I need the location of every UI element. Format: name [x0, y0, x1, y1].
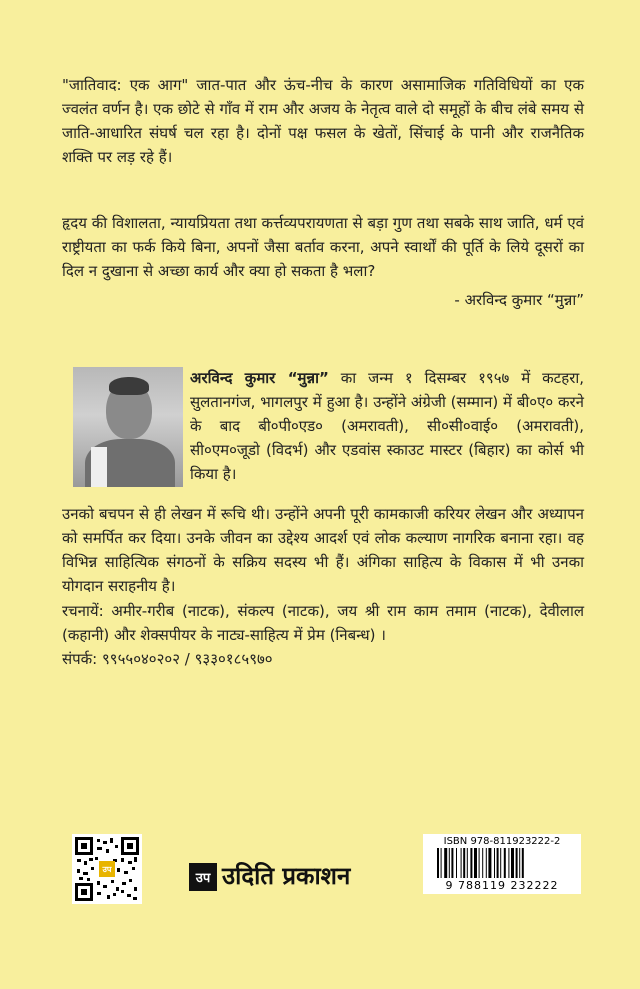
author-bio [190, 366, 584, 486]
author-name: अरविन्द कुमार “मुन्ना” [190, 369, 329, 387]
qr-code-icon [72, 834, 142, 904]
publisher-logo-icon: उप [189, 863, 217, 891]
isbn-digits: 9 788119 232222 [445, 879, 559, 892]
author-interests-paragraph: उनको बचपन से ही लेखन में रूचि थी। उन्होंने अपनी पूरी कामकाजी करियर लेखन और अध्यापन को समर्पित कर दिया। उनके जीवन का उद्देश्य आदर्श एवं लोक कल्याण नागरिक बनाना रहा। वह विभिन्न साहित्यिक संगठनों के सक्रिय सदस्य भी हैं। अंगिका साहित्य के विकास में भी उनका योगदान सराहनीय है। [62, 505, 584, 595]
synopsis-paragraph: "जातिवाद: एक आग" जात-पात और ऊंच-नीच के कारण असामाजिक गतिविधियों का एक ज्वलंत वर्णन है। एक छोटे से गाँव में राम और अजय के नेतृत्व वाले दो समूहों के बीच लंबे समय से जाति-आधारित संघर्ष चल रहा है। दोनों पक्ष फसल के खेतों, सिंचाई के पानी और राजनैतिक शक्ति पर लड़ रहे हैं। [62, 76, 584, 166]
author-photo [73, 367, 183, 487]
publisher-name: उदिति प्रकाशन [222, 862, 351, 890]
author-bio-text: का जन्म १ दिसम्बर १९५७ में कटहरा, सुलतानगंज, भागलपुर में हुआ है। उन्होंने अंग्रेजी (सम्मान) में बी०ए० करने के बाद बी०पी०एड० (अमरावती), सी०सी०वाई० (अमरावती), सी०एम०जूडो (विदर्भ) और एडवांस स्काउट मास्टर (बिहार) का कोर्स भी किया है। [190, 369, 584, 483]
quote-signature: - अरविन्द कुमार “मुन्ना” [454, 291, 584, 309]
isbn-barcode-block [423, 834, 581, 894]
author-contact: संपर्क: ९९५५०४०२०२ / ९३३०१८५९७० [62, 650, 273, 668]
isbn-label: ISBN 978-811923222-2 [443, 836, 561, 847]
svg-text:उप: उप [102, 865, 112, 874]
barcode-icon [437, 848, 567, 878]
author-works: रचनायें: अमीर-गरीब (नाटक), संकल्प (नाटक), जय श्री राम काम तमाम (नाटक), देवीलाल (कहानी) और शेक्सपीयर के नाट्य-साहित्य में प्रेम (निबन्ध) । [62, 602, 584, 644]
quote-paragraph: हृदय की विशालता, न्यायप्रियता तथा कर्त्तव्यपरायणता से बड़ा गुण तथा सबके साथ जाति, धर्म एवं राष्ट्रीयता का फर्क किये बिना, अपनों जैसा बर्ताव करना, अपने स्वार्थों की पूर्ति के लिये दूसरों का दिल न दुखाना से अच्छा कार्य और क्या हो सकता है भला? [62, 214, 584, 280]
